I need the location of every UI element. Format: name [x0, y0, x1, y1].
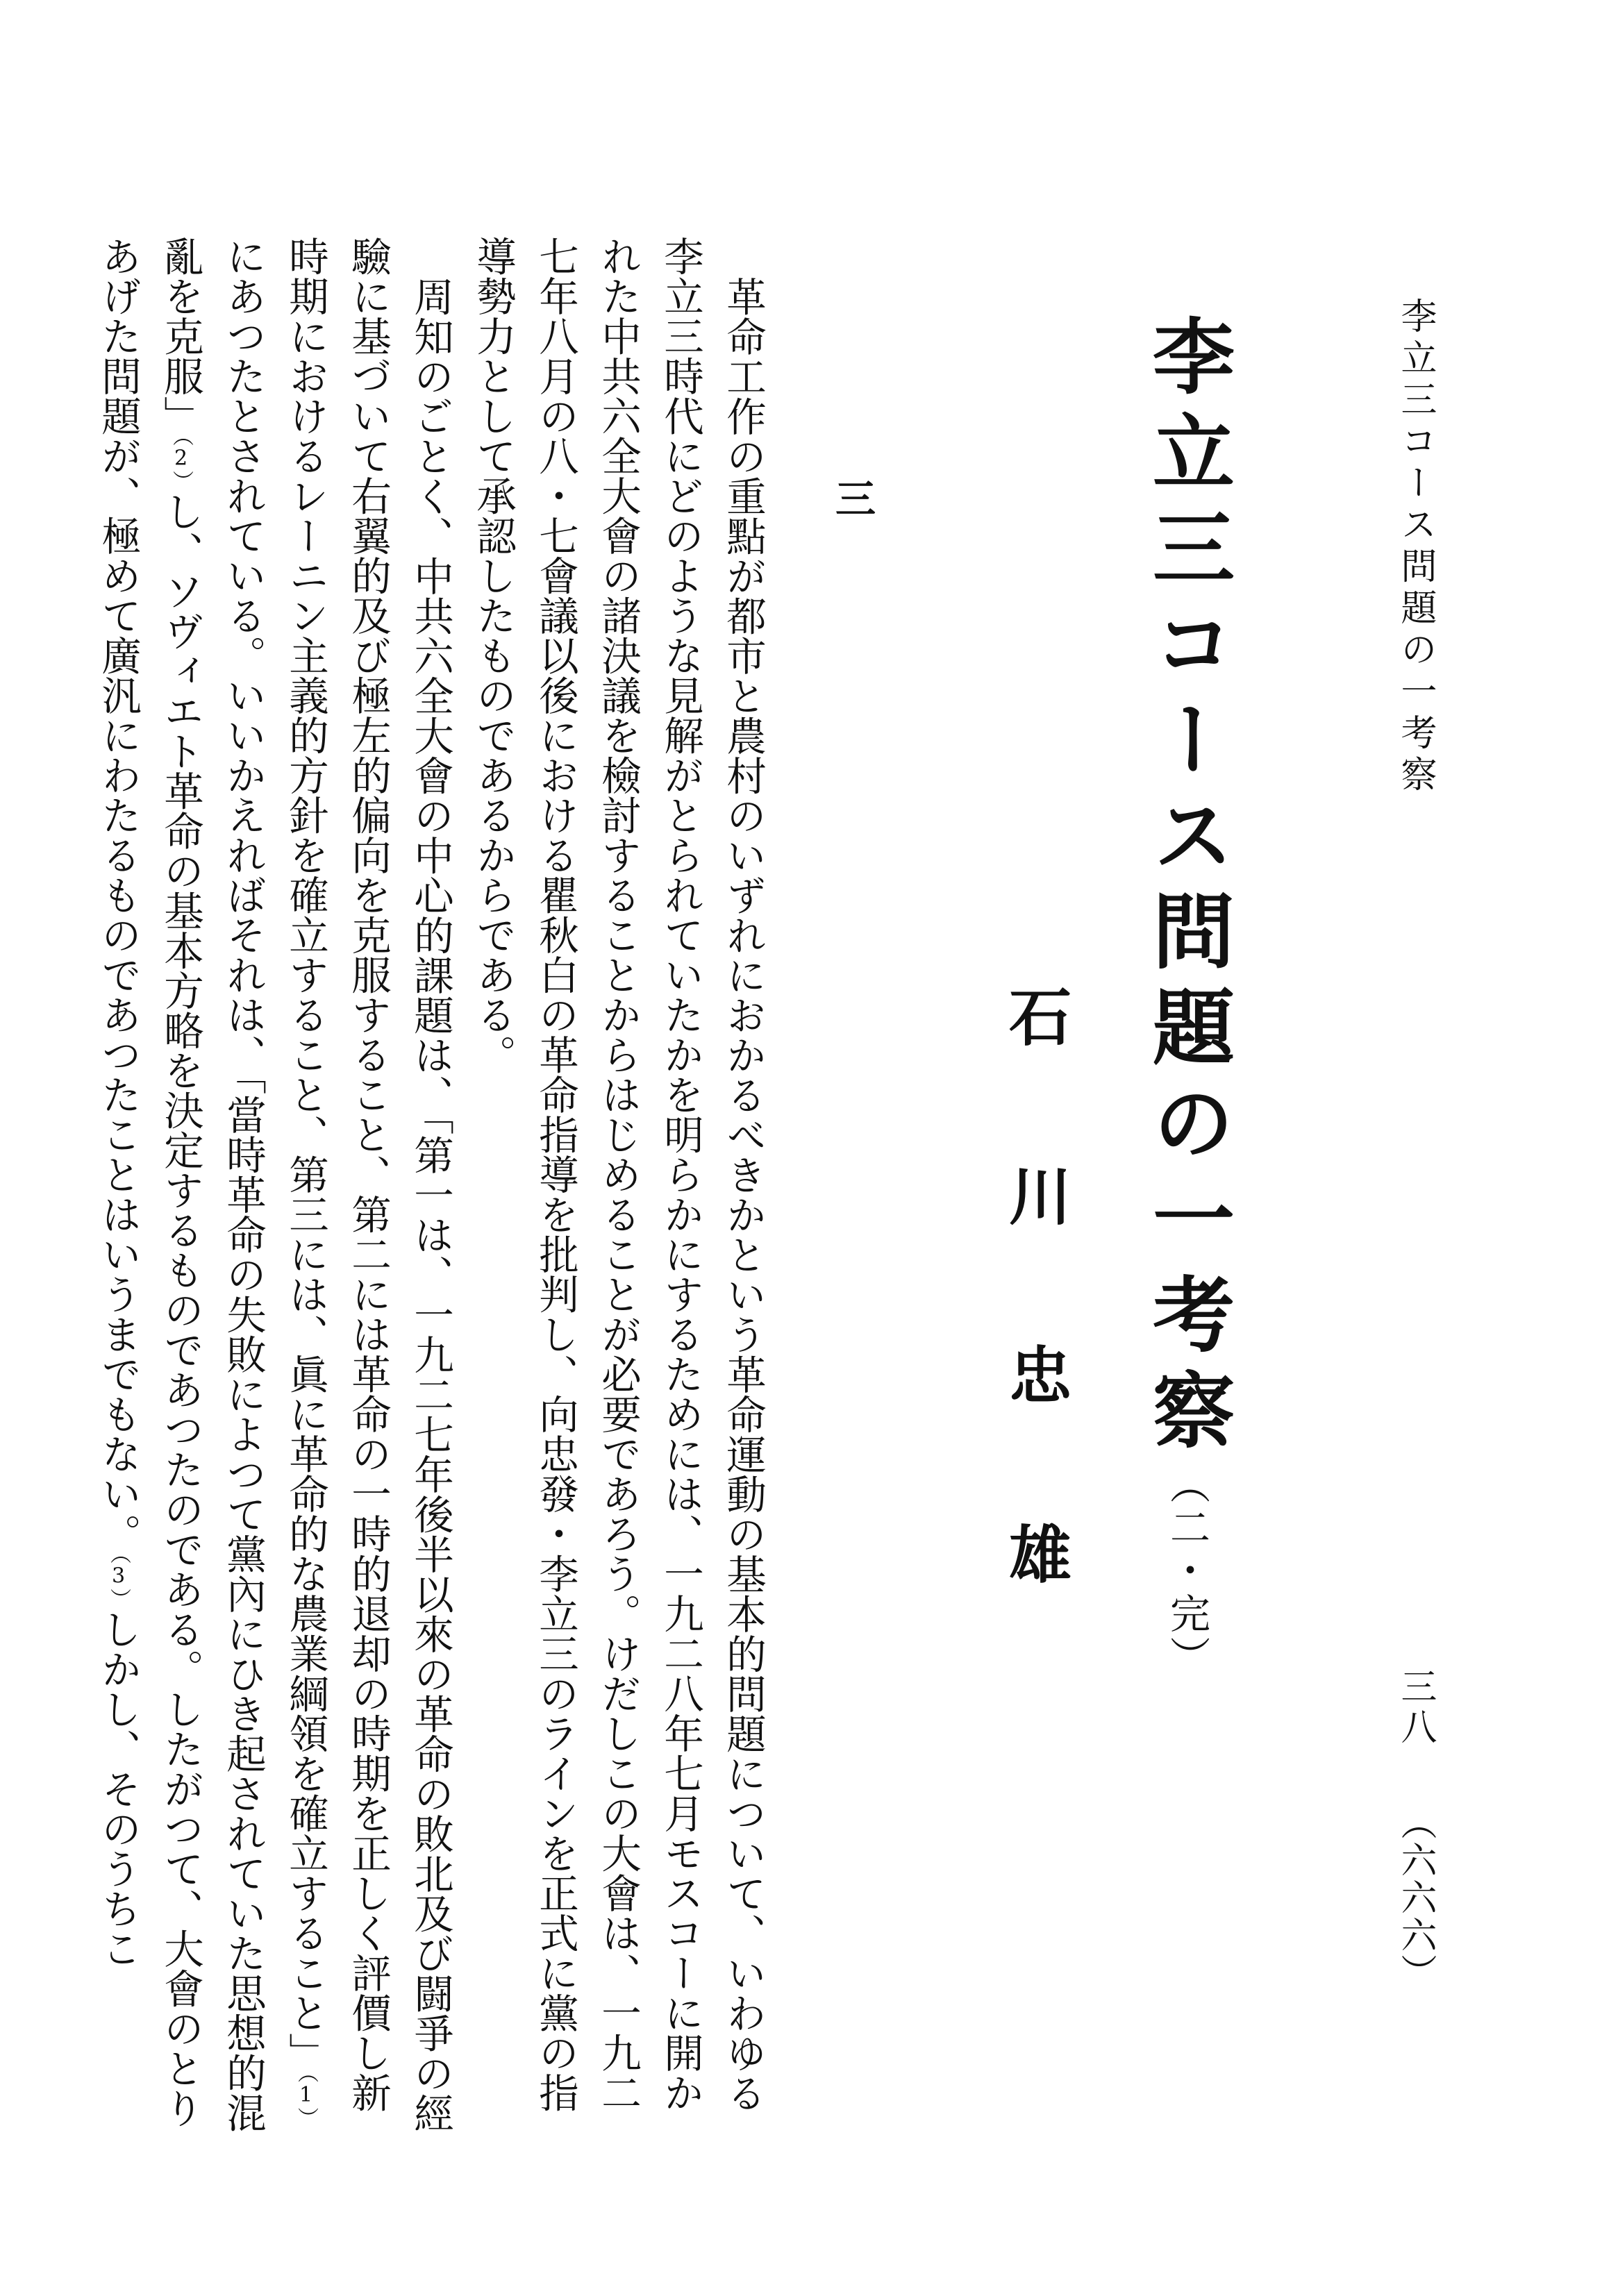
body-paragraph-2: [87, 236, 462, 2145]
body-paragraph-2-part-b: にあつたとされている。いいかえればそれは、「當時革命の失敗によつて黨內にひき起されていた思想的混亂を克服」: [158, 236, 267, 2133]
section-heading: 三: [828, 478, 876, 518]
footnote-ref-2[interactable]: （2）: [169, 435, 193, 492]
body-paragraph-2-part-a: 周知のごとく、中共六全大會の中心的課題は、「第一は、一九二七年後半以來の革命の敗北及び闘爭の經驗に基づいて右翼的及び極左的偏向を克服すること、第二には革命の一時的退却の時期を正しく評價し新時期におけるレーニン主義的方針を確立すること、第三には、眞に革命的な農業綱領を確立すること」: [283, 236, 454, 2133]
author-name: 石川忠雄: [998, 984, 1071, 1701]
footnote-ref-3[interactable]: （3）: [106, 1553, 131, 1609]
body-paragraph-2-part-d: しかし、そのうちこ: [95, 1609, 142, 1968]
article-title: [1139, 314, 1235, 1679]
running-head: 李立三コース問題の一考察: [1394, 297, 1436, 797]
body-text: [95, 236, 774, 2145]
page-number: 三八: [1394, 1668, 1436, 1748]
article-title-part: （二・完）: [1163, 1464, 1210, 1679]
body-paragraph-1: 革命工作の重點が都市と農村のいずれにおかるべきかという革命運動の基本的問題について、いわゆる李立三時代にどのような見解がとられていたかを明らかにするためには、一九二八年七月モスコーに開かれた中共六全大會の諸決議を檢討することからはじめることが必要であろう。けだしこの大會は、一九二七年八月の八・七會議以後における瞿秋白の革命指導を批判し、向忠發・李立三のラインを正式に黨の指導勢力として承認したものであるからである。: [470, 236, 767, 2113]
footnote-ref-1[interactable]: （1）: [294, 2072, 318, 2128]
article-title-main: 李立三コース問題の一考察: [1139, 314, 1235, 1464]
page-number-total: （六六六）: [1394, 1804, 1436, 1991]
body-paragraph-2-part-c: し、ソヴィエト革命の基本方略を決定するものであつたのである。したがつて、大會のとりあげた問題が、極めて廣汎にわたるものであつたことはいうまでもない。: [95, 236, 204, 2128]
